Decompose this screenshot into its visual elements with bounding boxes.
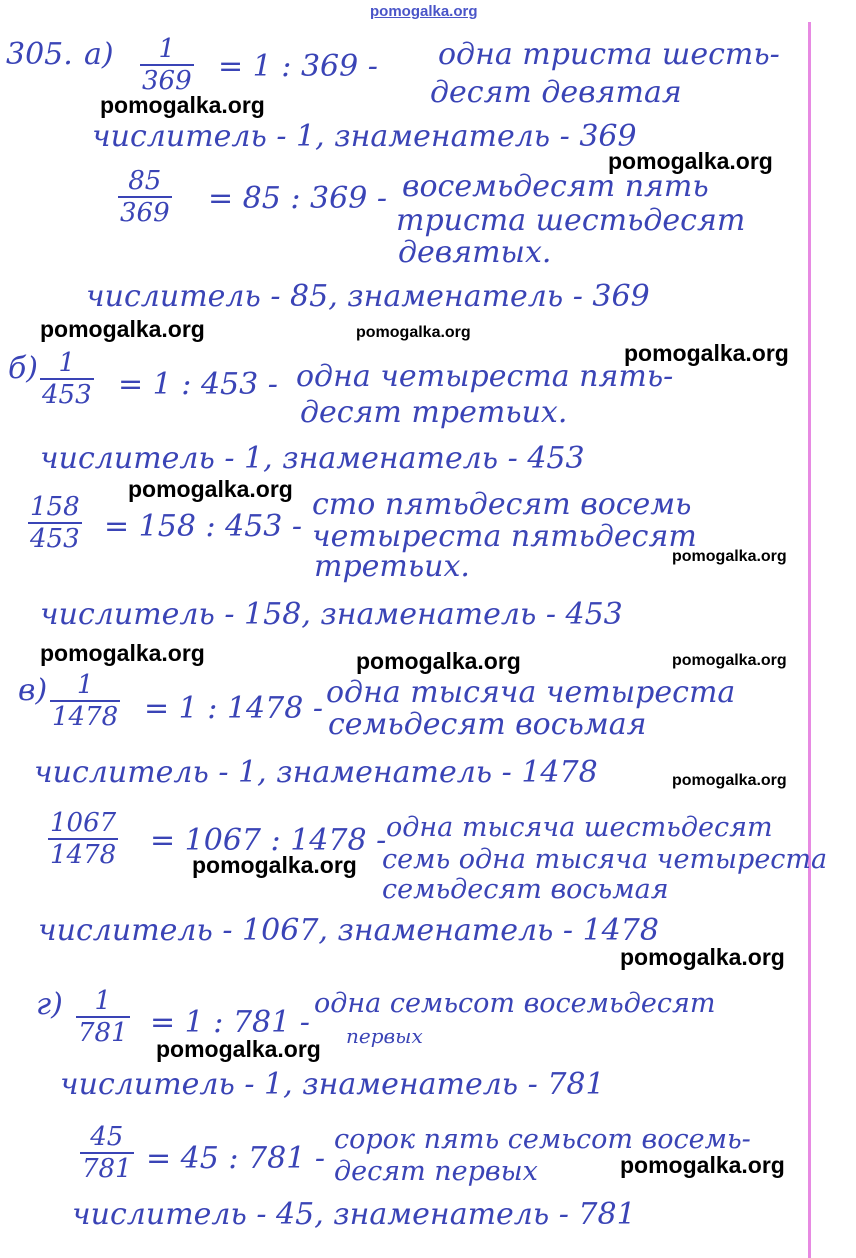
line-b1: числитель - 1, знаменатель - 453 [40,441,585,476]
numerator: 1 [58,348,76,378]
watermark: pomogalka.org [672,772,787,789]
margin-line [808,22,811,1258]
item-label-v: в) [18,673,48,708]
numerator: 45 [90,1122,124,1152]
item-label-b: б) [8,351,39,386]
denominator: 781 [82,1154,132,1184]
line-g2: числитель - 45, знаменатель - 781 [72,1197,636,1232]
numerator: 158 [30,492,80,522]
words-v1-1: одна тысяча четыреста [326,675,736,710]
watermark: pomogalka.org [192,852,357,878]
watermark: pomogalka.org [672,652,787,669]
numerator: 1067 [50,808,117,838]
fraction-b2 [28,494,82,552]
expression-v1: = 1 : 1478 - [144,691,323,726]
expression-b2: = 158 : 453 - [104,509,303,544]
watermark: pomogalka.org [624,340,789,366]
words-g1-2: первых [346,1024,423,1048]
denominator: 369 [120,198,170,228]
item-label-a: а) [84,37,114,72]
words-b2-1: сто пятьдесят восемь [312,487,692,522]
fraction-g1 [76,988,130,1046]
words-b2-3: третьих. [314,549,470,584]
words-g2-2: десят первых [334,1156,538,1187]
words-a1-1: одна триста шесть- [438,37,780,72]
words-g2-1: сорок пять семьсот восемь- [334,1124,751,1155]
denominator: 453 [42,380,92,410]
words-v1-2: семьдесят восьмая [328,707,647,742]
watermark: pomogalka.org [128,476,293,502]
words-v2-1: одна тысяча шестьдесят [386,812,773,843]
words-a2-3: девятых. [398,235,552,270]
numerator: 1 [158,34,176,64]
words-b1-1: одна четыреста пять- [296,359,674,394]
line-v2: числитель - 1067, знаменатель - 1478 [38,913,659,948]
numerator: 85 [128,166,162,196]
watermark: pomogalka.org [100,92,265,118]
words-v2-2: семь одна тысяча четыреста [382,844,828,875]
expression-a1: = 1 : 369 - [218,49,378,84]
fraction-a1 [140,36,194,94]
watermark: pomogalka.org [620,944,785,970]
fraction-v2 [48,810,118,868]
watermark: pomogalka.org [608,148,773,174]
fraction-g2 [80,1124,134,1182]
watermark: pomogalka.org [40,640,205,666]
expression-g2: = 45 : 781 - [146,1141,325,1176]
task-number: 305. [6,37,73,72]
words-g1-1: одна семьсот восемьдесят [314,988,716,1019]
line-g1: числитель - 1, знаменатель - 781 [60,1067,605,1102]
words-v2-3: семьдесят восьмая [382,874,669,905]
denominator: 369 [142,66,192,96]
watermark: pomogalka.org [356,324,471,341]
watermark: pomogalka.org [672,548,787,565]
fraction-v1 [50,672,120,730]
line-v1: числитель - 1, знаменатель - 1478 [34,755,598,790]
expression-v2: = 1067 : 1478 - [150,823,387,858]
numerator: 1 [76,670,94,700]
denominator: 453 [30,524,80,554]
denominator: 781 [78,1018,128,1048]
item-label-g: г) [36,987,63,1022]
line-b2: числитель - 158, знаменатель - 453 [40,597,623,632]
watermark: pomogalka.org [620,1152,785,1178]
expression-b1: = 1 : 453 - [118,367,278,402]
watermark-top: pomogalka.org [370,3,478,20]
words-a1-2: десят девятая [430,75,682,110]
numerator: 1 [94,986,112,1016]
watermark: pomogalka.org [356,648,521,674]
fraction-a2 [118,168,172,226]
words-b1-2: десят третьих. [300,395,568,430]
expression-g1: = 1 : 781 - [150,1005,310,1040]
denominator: 1478 [50,840,117,870]
words-a2-1: восемьдесят пять [402,169,709,204]
watermark: pomogalka.org [40,316,205,342]
watermark: pomogalka.org [156,1036,321,1062]
words-a2-2: триста шестьдесят [396,203,746,238]
line-a2: числитель - 85, знаменатель - 369 [86,279,650,314]
denominator: 1478 [52,702,119,732]
fraction-b1 [40,350,94,408]
words-b2-2: четыреста пятьдесят [312,519,697,554]
line-a1: числитель - 1, знаменатель - 369 [92,119,637,154]
expression-a2: = 85 : 369 - [208,181,387,216]
